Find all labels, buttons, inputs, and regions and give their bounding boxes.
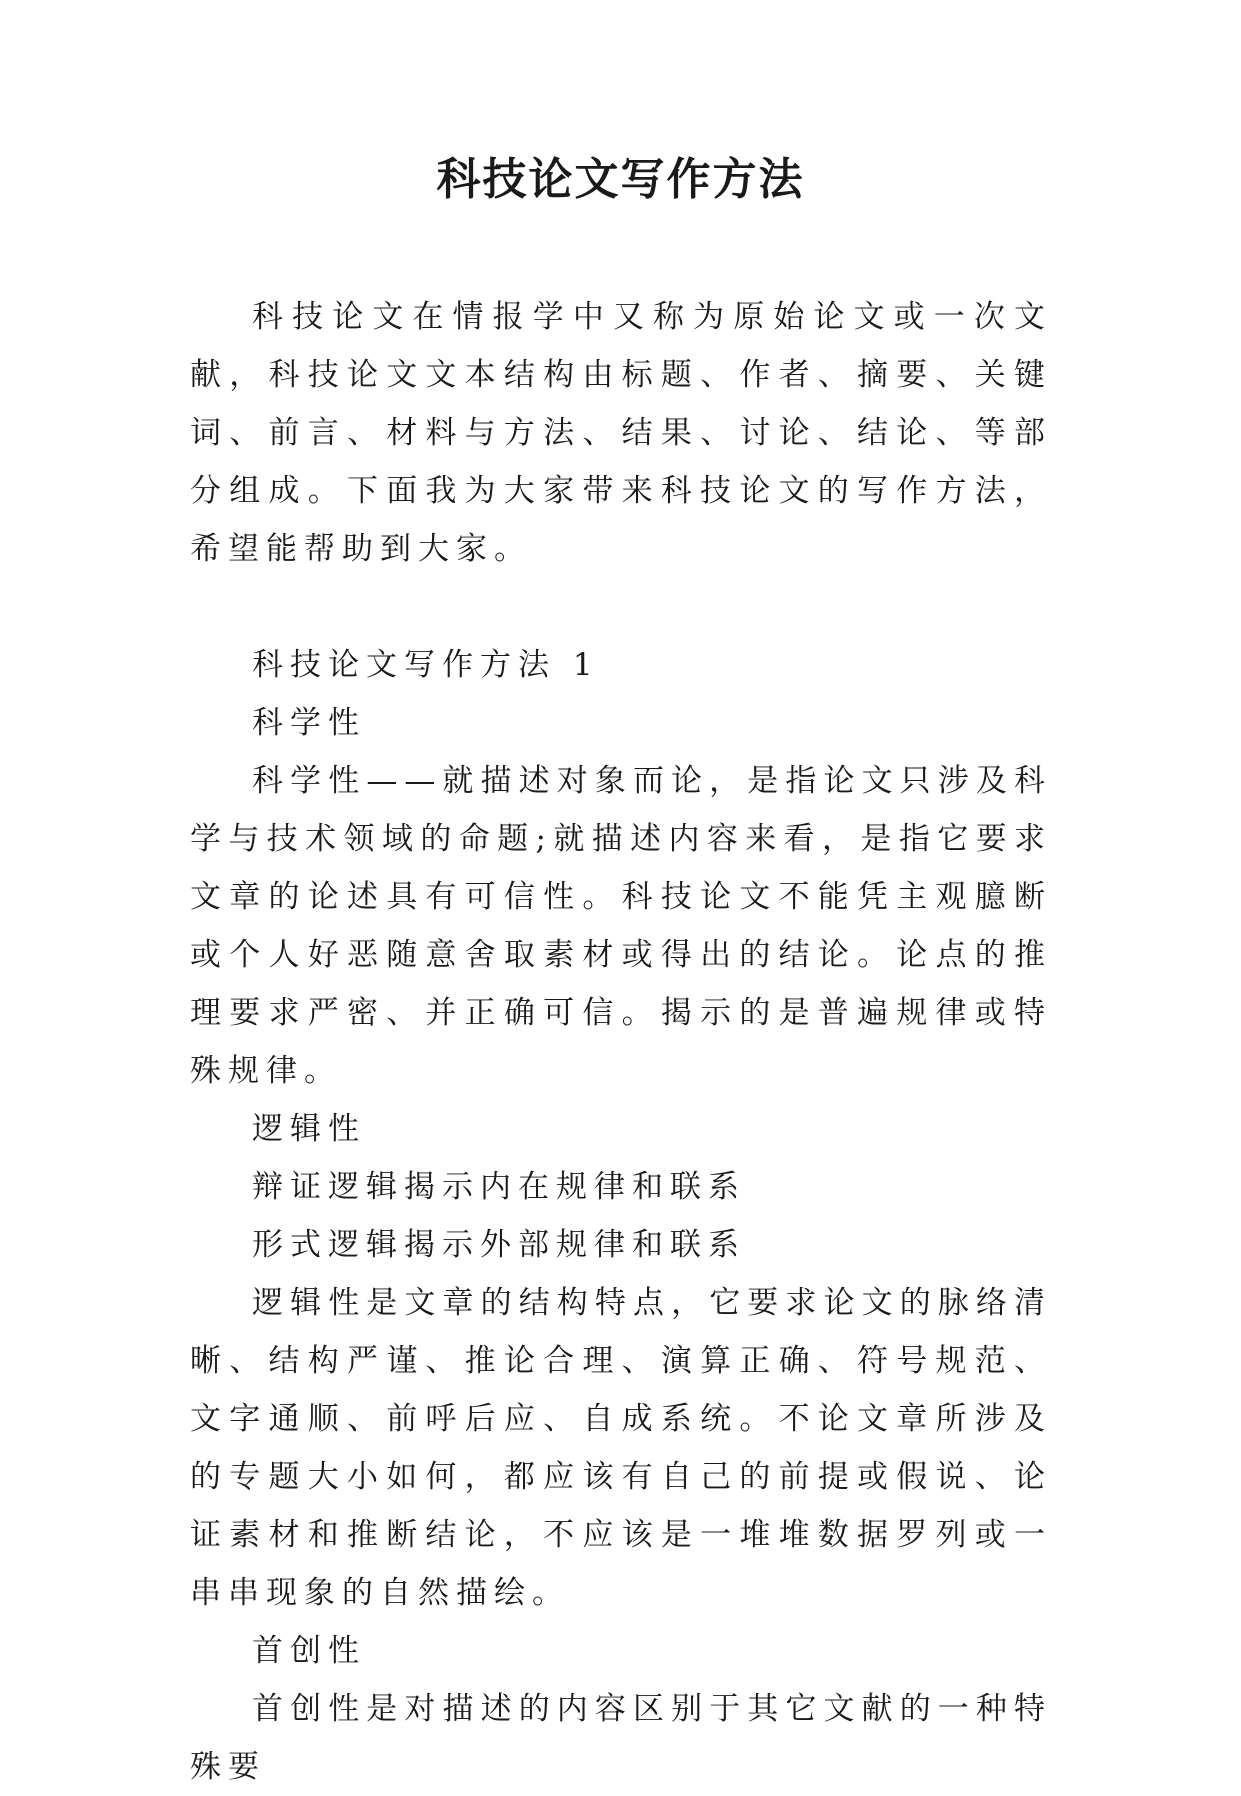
- subheading-originality: 首创性: [252, 1633, 366, 1669]
- paragraph-logical: 逻辑性是文章的结构特点，它要求论文的脉络清晰、结构严谨、推论合理、演算正确、符号规范、文字通顺、前呼后应、自成系统。不论文章所涉及的专题大小如何，都应该有自己的前提或假说、论证素材和推断结论，不应该是一堆堆数据罗列或一串串现象的自然描绘。: [190, 1285, 1052, 1611]
- paragraph-scientific: 科学性——就描述对象而论，是指论文只涉及科学与技术领域的命题;就描述内容来看，是指它要求文章的论述具有可信性。科技论文不能凭主观臆断或个人好恶随意舍取素材或得出的结论。论点的推理要求严密、并正确可信。揭示的是普遍规律或特殊规律。: [190, 763, 1052, 1089]
- intro-paragraph: 科技论文在情报学中又称为原始论文或一次文献，科技论文文本结构由标题、作者、摘要、关键词、前言、材料与方法、结果、讨论、结论、等部分组成。下面我为大家带来科技论文的写作方法，希望能帮助到大家。: [190, 299, 1052, 567]
- section-heading: 科技论文写作方法 1: [252, 647, 600, 683]
- line-dialectical-logic: 辩证逻辑揭示内在规律和联系: [252, 1169, 746, 1205]
- line-formal-logic: 形式逻辑揭示外部规律和联系: [252, 1227, 746, 1263]
- document-title: 科技论文写作方法: [436, 154, 805, 205]
- paragraph-originality: 首创性是对描述的内容区别于其它文献的一种特殊要: [190, 1691, 1052, 1785]
- subheading-scientific: 科学性: [252, 705, 366, 741]
- paragraph-spacer: [190, 578, 1052, 636]
- subheading-logical: 逻辑性: [252, 1111, 366, 1147]
- document-body: [190, 288, 1052, 1796]
